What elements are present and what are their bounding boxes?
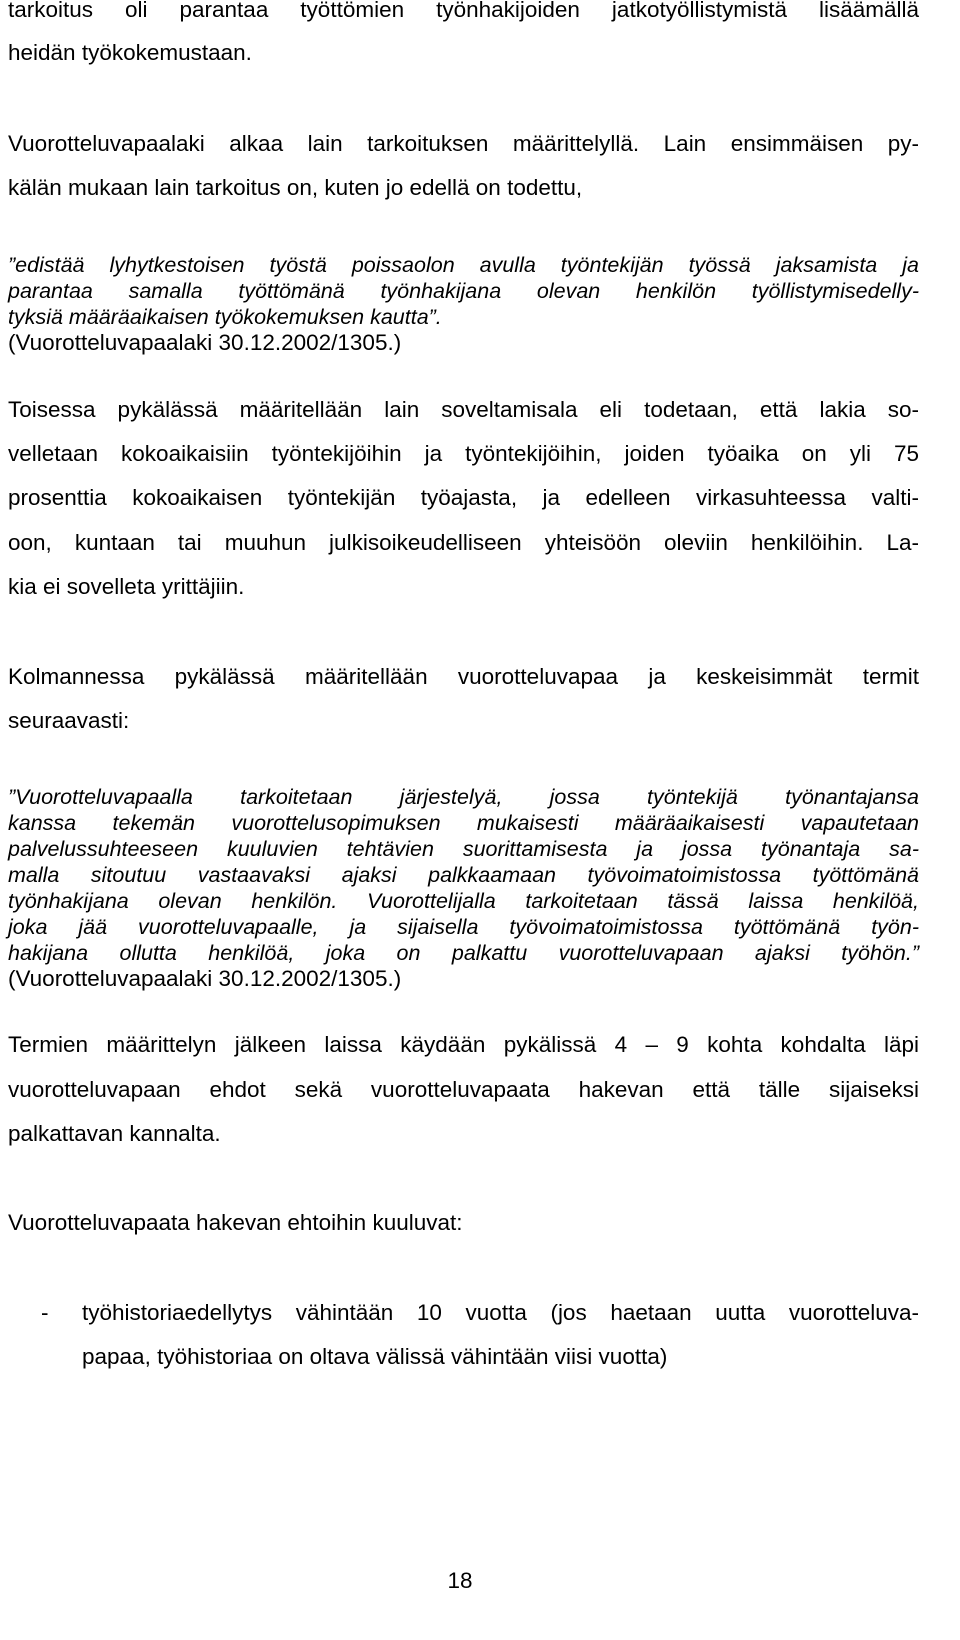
paragraph-3-line-3: prosenttia kokoaikaisen työntekijän työajasta, ja edelleen virkasuhteessa valti- [8,485,919,510]
paragraph-3-line-1: Toisessa pykälässä määritellään lain soveltamisala eli todetaan, että lakia so- [8,397,919,422]
quote-1-citation: (Vuorotteluvapaalaki 30.12.2002/1305.) [8,330,402,355]
paragraph-3-line-4: oon, kuntaan tai muuhun julkisoikeudelliseen yhteisöön oleviin henkilöihin. La- [8,530,919,555]
quote-1-line-3: tyksiä määräaikaisen työkokemuksen kautta”. [8,305,442,329]
paragraph-5-line-3: palkattavan kannalta. [8,1121,221,1146]
paragraph-2-line-1: Vuorotteluvapaalaki alkaa lain tarkoituksen määrittelyllä. Lain ensimmäisen py- [8,131,919,156]
paragraph-6-line-1: Vuorotteluvapaata hakevan ehtoihin kuuluvat: [8,1210,463,1235]
quote-1-line-1: ”edistää lyhytkestoisen työstä poissaolon avulla työntekijän työssä jaksamista ja [8,253,919,277]
quote-2-line-6: joka jää vuorotteluvapaalle, ja sijaisella työvoimatoimistossa työttömänä työn- [8,915,919,939]
paragraph-1-line-2: heidän työkokemustaan. [8,40,252,65]
quote-2-line-5: työnhakijana olevan henkilön. Vuorottelijalla tarkoitetaan tässä laissa henkilöä, [8,889,919,913]
paragraph-5-line-1: Termien määrittelyn jälkeen laissa käydään pykälissä 4 – 9 kohta kohdalta läpi [8,1032,919,1057]
quote-2-line-7: hakijana ollutta henkilöä, joka on palkattu vuorotteluvapaan ajaksi työhön.” [8,941,919,965]
paragraph-3-line-5: kia ei sovelleta yrittäjiin. [8,574,245,599]
page-number: 18 [447,1568,473,1593]
paragraph-2-line-2: kälän mukaan lain tarkoitus on, kuten jo edellä on todettu, [8,175,583,200]
quote-2-line-3: palvelussuhteeseen kuuluvien tehtävien suorittamisesta ja jossa työnantaja sa- [8,837,919,861]
paragraph-1-line-1: tarkoitus oli parantaa työttömien työnhakijoiden jatkotyöllistymistä lisäämällä [8,0,919,22]
list-item-1-line-2: papaa, työhistoriaa on oltava välissä vähintään viisi vuotta) [82,1344,668,1369]
quote-2-line-4: malla sitoutuu vastaavaksi ajaksi palkkaamaan työvoimatoimistossa työttömänä [8,863,919,887]
list-item-dash: - [41,1300,49,1325]
paragraph-3-line-2: velletaan kokoaikaisiin työntekijöihin ja työntekijöihin, joiden työaika on yli 75 [8,441,919,466]
quote-2-citation: (Vuorotteluvapaalaki 30.12.2002/1305.) [8,966,402,991]
list-item-1-line-1: työhistoriaedellytys vähintään 10 vuotta (jos haetaan uutta vuorotteluva- [82,1300,919,1325]
paragraph-4-line-1: Kolmannessa pykälässä määritellään vuorotteluvapaa ja keskeisimmät termit [8,664,919,689]
quote-2-line-1: ”Vuorotteluvapaalla tarkoitetaan järjestelyä, jossa työntekijä työnantajansa [8,785,919,809]
paragraph-4-line-2: seuraavasti: [8,708,130,733]
quote-2-line-2: kanssa tekemän vuorottelusopimuksen mukaisesti määräaikaisesti vapautetaan [8,811,919,835]
paragraph-5-line-2: vuorotteluvapaan ehdot sekä vuorotteluvapaata hakevan että tälle sijaiseksi [8,1077,919,1102]
quote-1-line-2: parantaa samalla työttömänä työnhakijana olevan henkilön työllistymisedelly- [8,279,919,303]
document-page [8,0,919,1640]
